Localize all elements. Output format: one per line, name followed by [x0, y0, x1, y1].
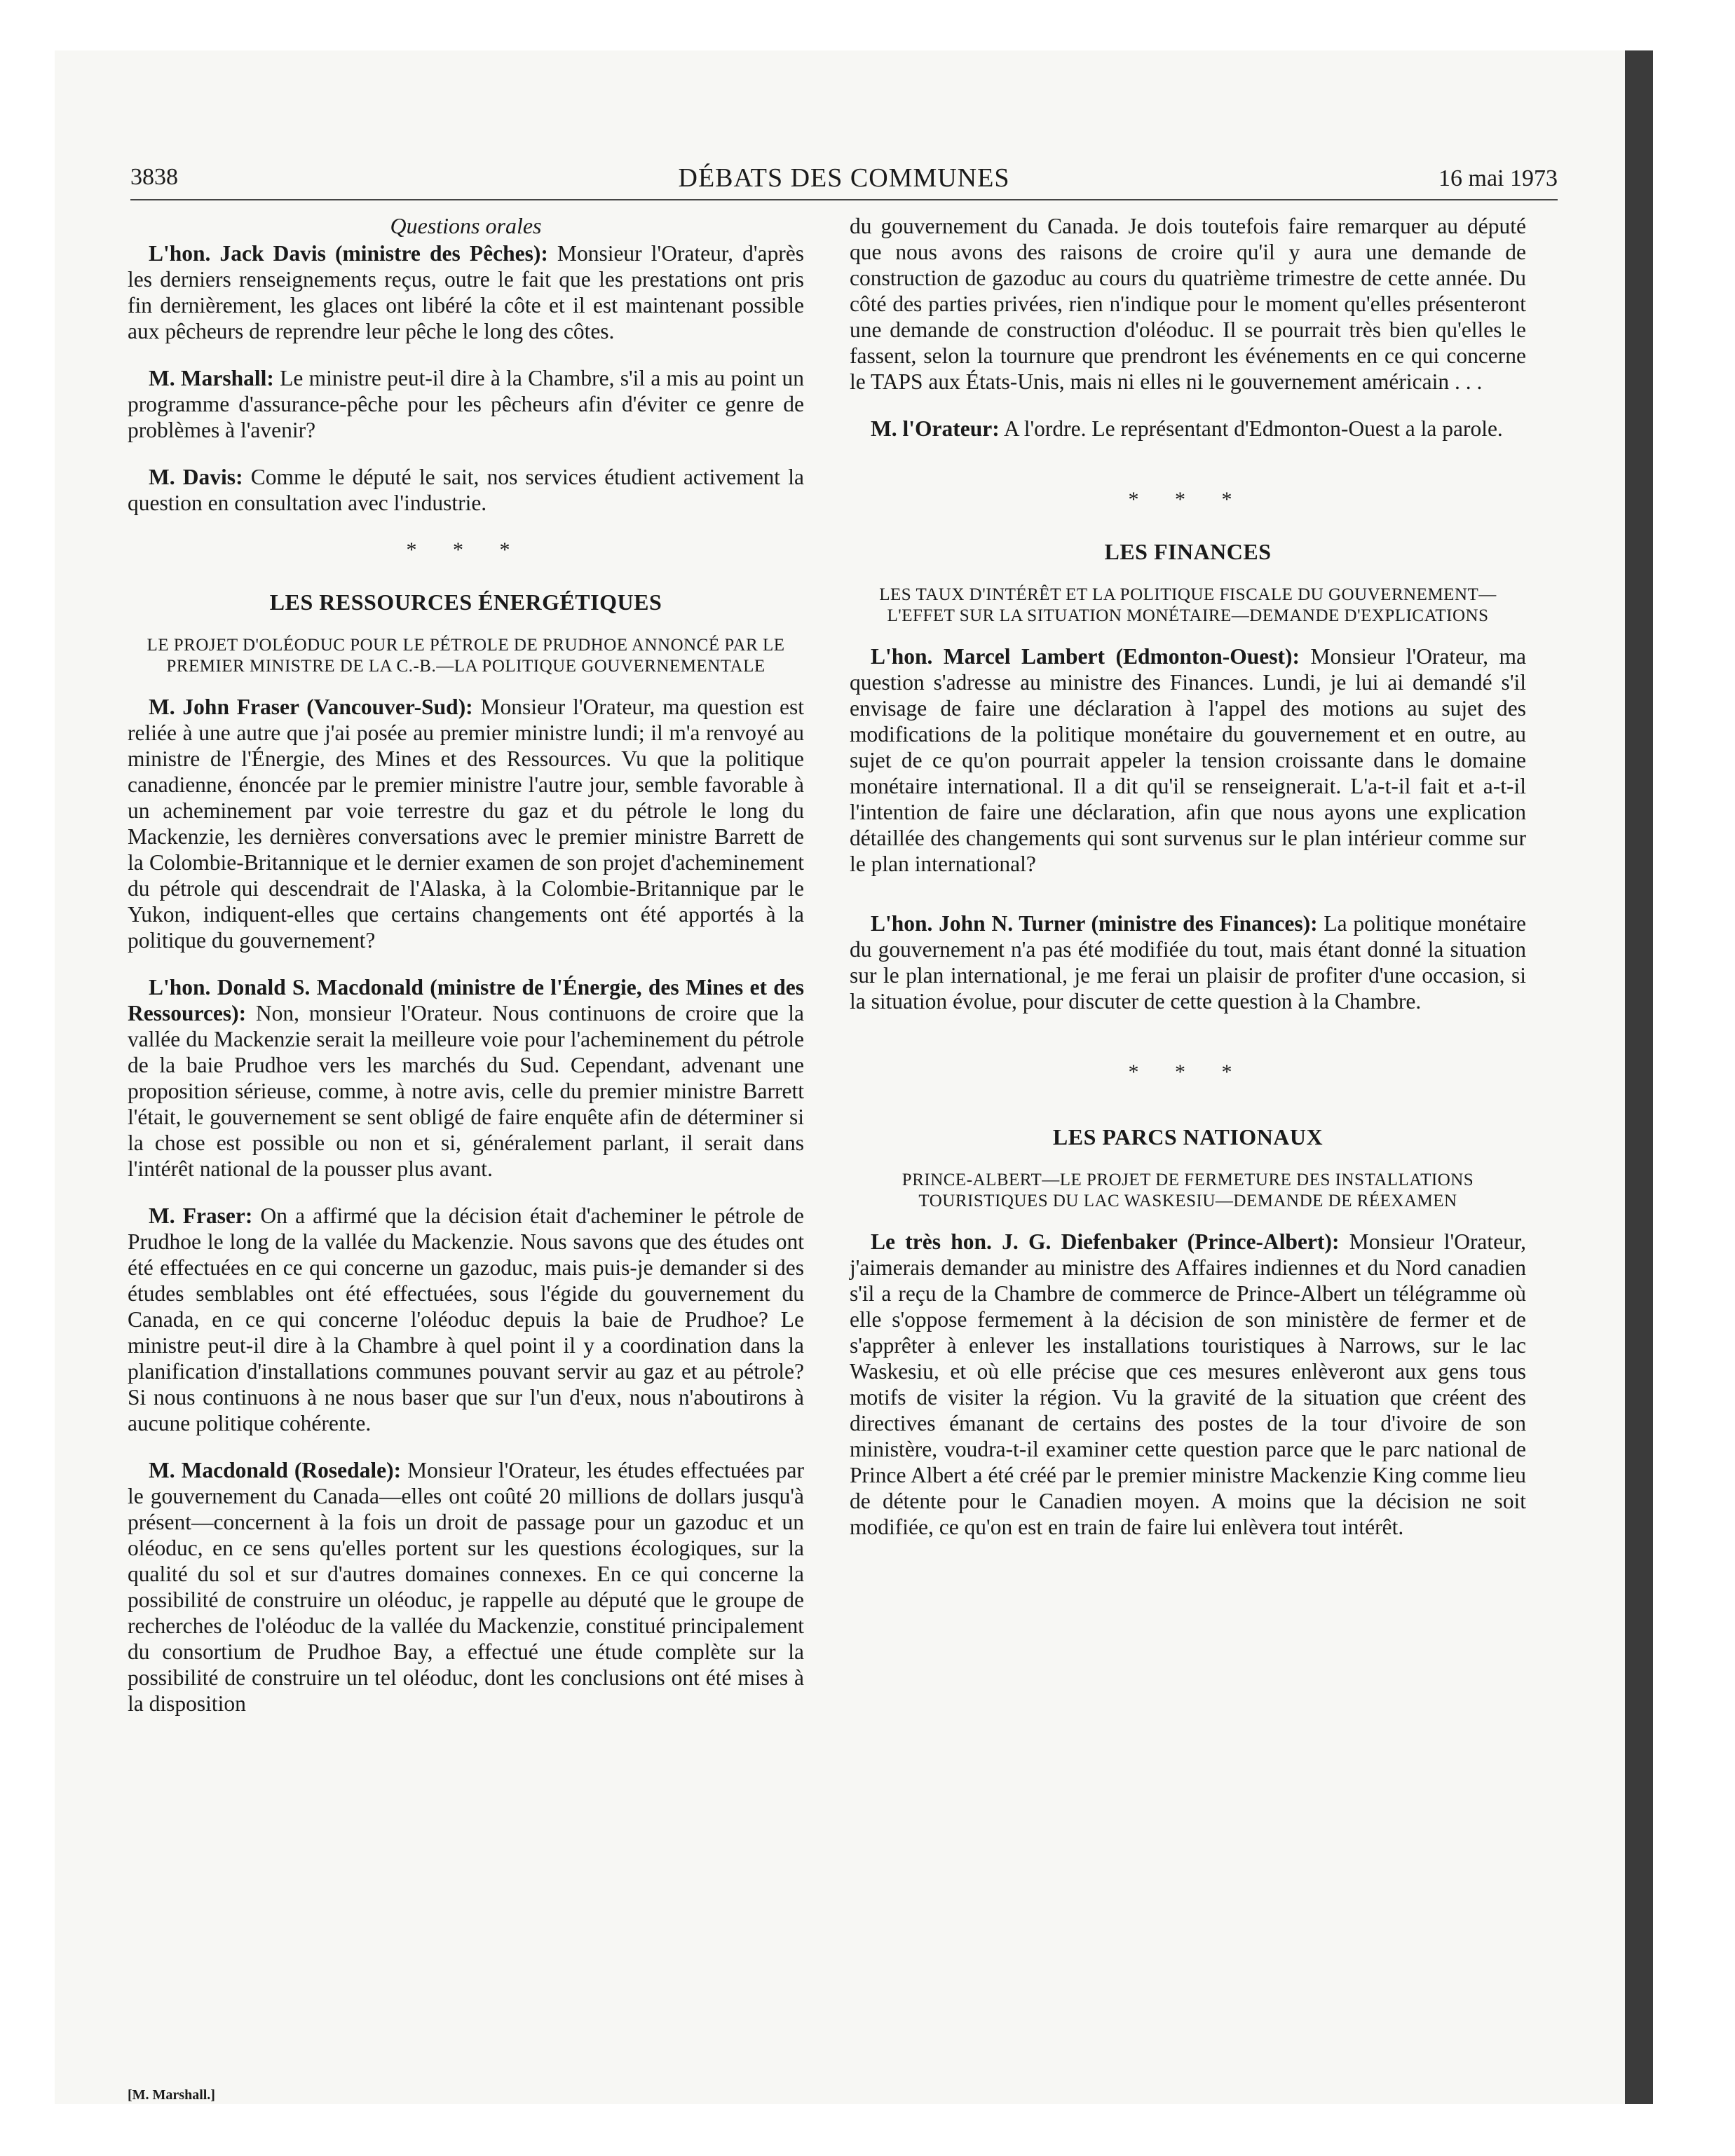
page-number: 3838: [130, 164, 178, 190]
section-subheading: PRINCE-ALBERT—LE PROJET DE FERMETURE DES INSTALLATIONS TOURISTIQUES DU LAC WASKESIU—DEMANDE DE RÉEXAMEN: [901, 1171, 1474, 1210]
speech-text: Le ministre peut-il dire à la Chambre, s'il a mis au point un programme d'assurance-pêche pour les pêcheurs afin d'éviter ce genre de problèmes à l'avenir?: [128, 366, 804, 442]
section-subheading: LES TAUX D'INTÉRÊT ET LA POLITIQUE FISCALE DU GOUVERNEMENT—L'EFFET SUR LA SITUATION MONÉTAIRE—DEMANDE D'EXPLICATIONS: [879, 585, 1497, 625]
section-subheading: LE PROJET D'OLÉODUC POUR LE PÉTROLE DE PRUDHOE ANNONCÉ PAR LE PREMIER MINISTRE DE LA C.-B.—LA POLITIQUE GOUVERNEMENTALE: [147, 636, 785, 676]
paragraph: [850, 643, 1526, 877]
speaker: M. Fraser:: [149, 1203, 253, 1228]
section-title: LES PARCS NATIONAUX: [1052, 1124, 1324, 1149]
speech-text: Monsieur l'Orateur, ma question est reliée à une autre que j'ai posée au premier ministre lundi; il m'a renvoyé au ministre de l'Énergie, des Mines et des Ressources. Vu que la politique canadienne, énoncée par le premier ministre l'autre jour, semble favorable à un acheminement par voie terrestre du gaz et du pétrole le long du Mackenzie, les dernières conversations avec le premier ministre Barrett de la Colombie-Britannique et le dernier examen de son projet d'acheminement du pétrole qui descendrait de l'Alaska, à la Colombie-Britannique par le Yukon, indiquent-elles que certains changements ont été apportés à la politique du gouvernement?: [128, 695, 804, 953]
speech-text: du gouvernement du Canada. Je dois toutefois faire remarquer au député que nous avons des raisons de croire qu'il y aura une demande de construction de gazoduc au cours du quatrième trimestre de cette année. Du côté des parties privées, rien n'indique pour le moment qu'elles présenteront une demande de construction d'oléoduc. Il se pourrait très bien qu'elles le fassent, selon la tournure que prendront les événements en ce qui concerne le TAPS aux États-Unis, mais ni elles ni le gouvernement américain . . .: [850, 214, 1526, 394]
paragraph: [850, 416, 1526, 442]
speech-text: A l'ordre. Le représentant d'Edmonton-Ouest a la parole.: [999, 416, 1503, 441]
paragraph: [850, 1229, 1526, 1540]
speaker: M. Macdonald (Rosedale):: [149, 1458, 402, 1482]
speech-text: Comme le député le sait, nos services étudient activement la question en consultation avec l'industrie.: [128, 465, 804, 515]
section-separator: * * *: [406, 538, 526, 561]
publication-date: 16 mai 1973: [1438, 165, 1558, 191]
speech-text: Non, monsieur l'Orateur. Nous continuons de croire que la vallée du Mackenzie serait la meilleure voie pour l'acheminement du pétrole de la baie Prudhoe vers les marchés du Sud. Cependant, advenant une proposition sérieuse, comme, à notre avis, celle du premier ministre Barrett l'était, le gouvernement se sent obligé de faire enquête afin de déterminer si la chose est possible ou non et si, généralement parlant, il serait dans l'intérêt national de la pousser plus avant.: [128, 1001, 804, 1181]
paragraph: [128, 240, 804, 344]
paragraph: [128, 974, 804, 1182]
speaker: L'hon. Marcel Lambert (Edmonton-Ouest):: [871, 644, 1300, 669]
speech-text: On a affirmé que la décision était d'acheminer le pétrole de Prudhoe le long de la vallée du Mackenzie. Nous savons que des études ont été effectuées en ce qui concerne un gazoduc, mais puis-je demander si des études semblables ont été effectuées, sous l'égide du gouvernement du Canada, en ce qui concerne l'oléoduc depuis la baie de Prudhoe? Le ministre peut-il dire à la Chambre à quel point il y a coordination dans la planification d'installations communes pouvant servir au gaz et au pétrole? Si nous continuons à ne nous baser que sur l'un d'eux, nous n'aboutirons à aucune politique cohérente.: [128, 1203, 804, 1435]
section-subtitle-oral-questions: Questions orales: [390, 213, 542, 238]
right-column: [850, 213, 1526, 1561]
speaker-footnote: [M. Marshall.]: [128, 2087, 215, 2103]
speaker: L'hon. Donald S. Macdonald (ministre de l'Énergie, des Mines et des Ressources):: [128, 975, 804, 1025]
speaker: Le très hon. J. G. Diefenbaker (Prince-Albert):: [871, 1229, 1340, 1254]
speaker: M. l'Orateur:: [871, 416, 1000, 441]
speech-text: Monsieur l'Orateur, ma question s'adresse au ministre des Finances. Lundi, je lui ai demandé s'il envisage de faire une déclaration à l'appel des motions au sujet des modifications de la politique monétaire du gouvernement et en outre, au sujet de ce qu'on pourrait appeler la tension croissante dans le domaine monétaire international. Il a dit qu'il se renseignerait. L'a-t-il fait et a-t-il l'intention de faire une déclaration, afin que nous ayons une explication détaillée des changements qui sont survenus sur le plan intérieur comme sur le plan international?: [850, 644, 1526, 876]
speech-text: Monsieur l'Orateur, les études effectuées par le gouvernement du Canada—elles ont coûté 20 millions de dollars jusqu'à présent—concernent à la fois un droit de passage pour un gazoduc et un oléoduc, en ce sens qu'elles portent sur les questions écologiques, sur la qualité du sol et sur d'autres domaines connexes. En ce qui concerne la possibilité de construire un oléoduc, je rappelle au député que le groupe de recherches de l'oléoduc de la vallée du Mackenzie, constitué principalement du consortium de Prudhoe Bay, a effectué une étude complète sur la possibilité de construire un tel oléoduc, dont les conclusions ont été mises à la disposition: [128, 1458, 805, 1716]
speech-text: Monsieur l'Orateur, d'après les derniers renseignements reçus, outre le fait que les prestations ont pris fin dernièrement, les glaces ont libéré la côte et il est maintenant possible aux pêcheurs de reprendre leur pêche le long des côtes.: [128, 241, 805, 343]
speaker: L'hon. Jack Davis (ministre des Pêches):: [149, 241, 548, 266]
speech-text: La politique monétaire du gouvernement n'a pas été modifiée du tout, mais étant donné la situation sur le plan international, je me ferai un plaisir de profiter d'une occasion, si la situation évolue, pour discuter de cette question à la Chambre.: [850, 911, 1526, 1014]
speaker: M. Marshall:: [149, 366, 274, 390]
scan-edge-bar: [1625, 50, 1653, 2104]
speaker: L'hon. John N. Turner (ministre des Finances):: [871, 911, 1318, 936]
paragraph: [850, 213, 1526, 395]
section-separator: * * *: [1128, 1060, 1248, 1084]
section-title: LES RESSOURCES ÉNERGÉTIQUES: [269, 589, 662, 615]
speech-text: Monsieur l'Orateur, j'aimerais demander au ministre des Affaires indiennes et du Nord canadien s'il a reçu de la Chambre de commerce de Prince-Albert un télégramme où elle s'oppose fermement à la décision de son ministère de fermer et de s'apprêter à enlever les installations touristiques à Narrows, sur le lac Waskesiu, et où elle précise que ces mesures enlèveront aux gens tous motifs de visiter la région. Vu la gravité de la situation que créent des directives émanant de certains des postes de la tour d'ivoire de son ministère, voudra-t-il examiner cette question parce que le parc national de Prince Albert a été créé par le premier ministre Mackenzie King comme lieu de détente pour le Canadien moyen. A moins que la décision ne soit modifiée, ce qu'on est en train de faire lui enlèvera tout intérêt.: [850, 1229, 1526, 1539]
paragraph: [128, 694, 804, 953]
section-title: LES FINANCES: [1104, 539, 1272, 564]
left-column: [128, 213, 804, 1738]
paragraph: [128, 464, 804, 516]
paragraph: [128, 365, 804, 443]
paragraph: [128, 1203, 804, 1436]
page-header: [130, 160, 1558, 200]
section-separator: * * *: [1128, 488, 1248, 511]
speaker: M. Davis:: [149, 465, 243, 489]
paragraph: [850, 910, 1526, 1014]
paragraph: [128, 1457, 804, 1717]
publication-title: DÉBATS DES COMMUNES: [678, 163, 1010, 193]
speaker: M. John Fraser (Vancouver-Sud):: [149, 695, 473, 719]
